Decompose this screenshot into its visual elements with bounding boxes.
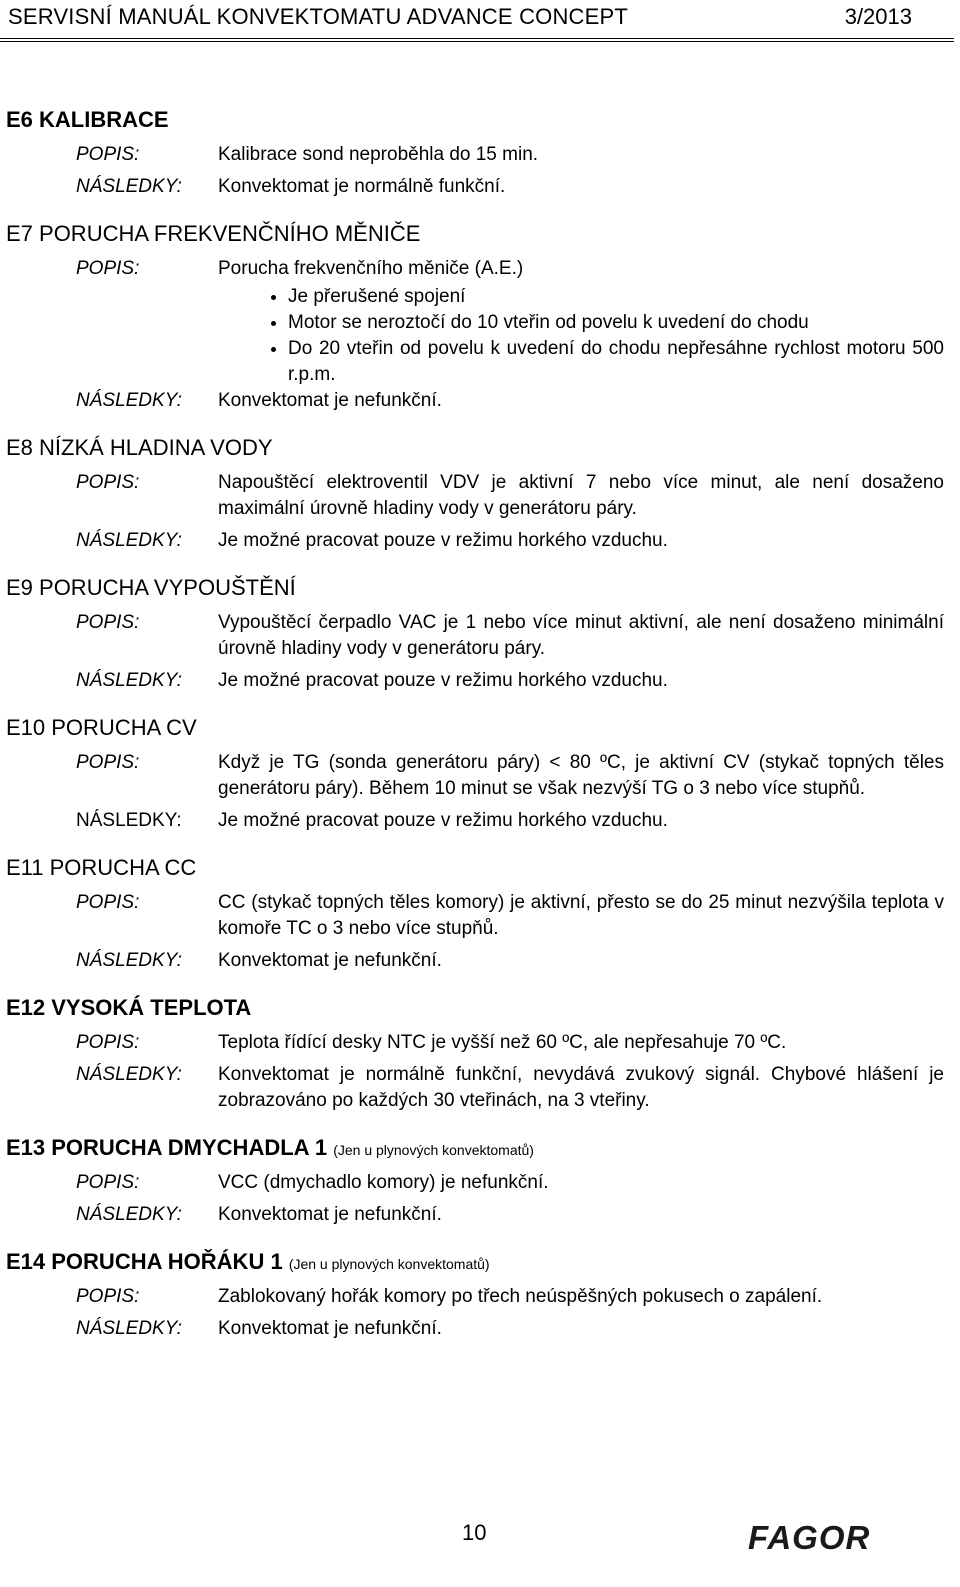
section-title: E12 VYSOKÁ TEPLOTA xyxy=(6,995,252,1020)
section-e6 xyxy=(6,106,950,200)
section-heading xyxy=(6,1134,950,1162)
popis-label: POPIS: xyxy=(76,472,140,493)
popis-row xyxy=(6,890,950,942)
nasledky-label: NÁSLEDKY: xyxy=(76,530,182,551)
nasledky-label: NÁSLEDKY: xyxy=(76,670,182,691)
nasledky-label: NÁSLEDKY: xyxy=(76,810,182,831)
nasledky-label: NÁSLEDKY: xyxy=(76,950,182,971)
nasledky-label: NÁSLEDKY: xyxy=(76,390,182,411)
nasledky-label: NÁSLEDKY: xyxy=(76,1204,182,1225)
nasledky-label: NÁSLEDKY: xyxy=(76,1318,182,1339)
nasledky-row xyxy=(6,1062,950,1114)
section-title: E11 PORUCHA CC xyxy=(6,855,197,880)
popis-label: POPIS: xyxy=(76,612,140,633)
header-title: SERVISNÍ MANUÁL KONVEKTOMATU ADVANCE CONCEPT xyxy=(8,4,629,29)
popis-label: POPIS: xyxy=(76,1172,140,1193)
nasledky-text: Je možné pracovat pouze v režimu horkého vzduchu. xyxy=(218,670,668,691)
nasledky-row xyxy=(6,388,950,414)
section-e7 xyxy=(6,220,950,414)
section-e11 xyxy=(6,854,950,974)
popis-text: Když je TG (sonda generátoru páry) < 80 ºC, je aktivní CV (stykač topných těles generátoru páry). Během 10 minut se však nezvýší TG o 3 nebo více stupňů. xyxy=(218,752,944,799)
section-e13 xyxy=(6,1134,950,1228)
nasledky-row xyxy=(6,528,950,554)
popis-label: POPIS: xyxy=(76,258,140,279)
nasledky-text: Konvektomat je nefunkční. xyxy=(218,950,442,971)
header-date: 3/2013 xyxy=(844,4,912,29)
nasledky-text: Konvektomat je normálně funkční. xyxy=(218,176,506,197)
section-note: (Jen u plynových konvektomatů) xyxy=(333,1142,534,1158)
section-e9 xyxy=(6,574,950,694)
section-heading xyxy=(6,1248,950,1276)
popis-label: POPIS: xyxy=(76,1032,140,1053)
popis-label: POPIS: xyxy=(76,752,140,773)
list-item: • Do 20 vteřin od povelu k uvedení do chodu nepřesáhne rychlost motoru 500 r.p.m. xyxy=(288,336,944,388)
section-title: E6 KALIBRACE xyxy=(6,107,169,132)
section-e14 xyxy=(6,1248,950,1342)
section-note: (Jen u plynových konvektomatů) xyxy=(288,1256,490,1272)
popis-row xyxy=(6,1170,950,1196)
popis-text: Kalibrace sond neproběhla do 15 min. xyxy=(218,144,539,165)
popis-text: Teplota řídící desky NTC je vyšší než 60 ºC, ale nepřesahuje 70 ºC. xyxy=(218,1032,787,1053)
fagor-logo xyxy=(746,1520,926,1554)
popis-label: POPIS: xyxy=(76,892,140,913)
header-rule xyxy=(0,38,954,42)
nasledky-row xyxy=(6,1316,950,1342)
nasledky-row xyxy=(6,808,950,834)
popis-text: Vypouštěcí čerpadlo VAC je 1 nebo více minut aktivní, ale není dosaženo minimální úrovně hladiny vody v generátoru páry. xyxy=(218,612,944,659)
section-e8 xyxy=(6,434,950,554)
section-e10 xyxy=(6,714,950,834)
popis-label: POPIS: xyxy=(76,144,140,165)
section-title: E13 PORUCHA DMYCHADLA 1 xyxy=(6,1135,328,1160)
section-title: E14 PORUCHA HOŘÁKU 1 xyxy=(6,1249,283,1274)
popis-label: POPIS: xyxy=(76,1286,140,1307)
popis-text: CC (stykač topných těles komory) je aktivní, přesto se do 25 minut nezvýšila teplota v komoře TC o 3 nebo více stupňů. xyxy=(218,892,944,939)
section-title: E8 NÍZKÁ HLADINA VODY xyxy=(6,435,273,460)
page-number: 10 xyxy=(462,1520,487,1545)
bullet-list xyxy=(218,284,944,388)
nasledky-text: Konvektomat je normálně funkční, nevydává zvukový signál. Chybové hlášení je zobrazováno po každých 30 vteřinách, na 3 vteřiny. xyxy=(218,1064,944,1111)
page-header xyxy=(0,0,960,30)
nasledky-row xyxy=(6,1202,950,1228)
section-title: E7 PORUCHA FREKVENČNÍHO MĚNIČE xyxy=(6,221,421,246)
popis-block xyxy=(218,256,950,388)
popis-text: Porucha frekvenčního měniče (A.E.) xyxy=(218,258,524,279)
popis-row xyxy=(6,142,950,168)
nasledky-row xyxy=(6,668,950,694)
popis-row xyxy=(6,610,950,662)
popis-row xyxy=(6,750,950,802)
nasledky-label: NÁSLEDKY: xyxy=(76,1064,182,1085)
section-e12 xyxy=(6,994,950,1114)
popis-text: Zablokovaný hořák komory po třech neúspěšných pokusech o zapálení. xyxy=(218,1286,823,1307)
nasledky-text: Konvektomat je nefunkční. xyxy=(218,1318,442,1339)
nasledky-text: Je možné pracovat pouze v režimu horkého vzduchu. xyxy=(218,810,668,831)
nasledky-text: Konvektomat je nefunkční. xyxy=(218,390,442,411)
section-title: E10 PORUCHA CV xyxy=(6,715,197,740)
nasledky-row xyxy=(6,174,950,200)
popis-text: Napouštěcí elektroventil VDV je aktivní 7 nebo více minut, ale není dosaženo maximální úrovně hladiny vody v generátoru páry. xyxy=(218,472,944,519)
nasledky-text: Konvektomat je nefunkční. xyxy=(218,1204,442,1225)
list-item: • Motor se neroztočí do 10 vteřin od povelu k uvedení do chodu xyxy=(288,310,944,336)
section-title: E9 PORUCHA VYPOUŠTĚNÍ xyxy=(6,575,296,600)
popis-row xyxy=(6,1030,950,1056)
list-item: • Je přerušené spojení xyxy=(288,284,944,310)
nasledky-label: NÁSLEDKY: xyxy=(76,176,182,197)
nasledky-row xyxy=(6,948,950,974)
popis-row xyxy=(6,256,950,388)
popis-row xyxy=(6,1284,950,1310)
popis-row xyxy=(6,470,950,522)
logo-text: FAGOR xyxy=(748,1520,871,1554)
document-body xyxy=(6,106,950,1362)
nasledky-text: Je možné pracovat pouze v režimu horkého vzduchu. xyxy=(218,530,668,551)
popis-text: VCC (dmychadlo komory) je nefunkční. xyxy=(218,1172,549,1193)
